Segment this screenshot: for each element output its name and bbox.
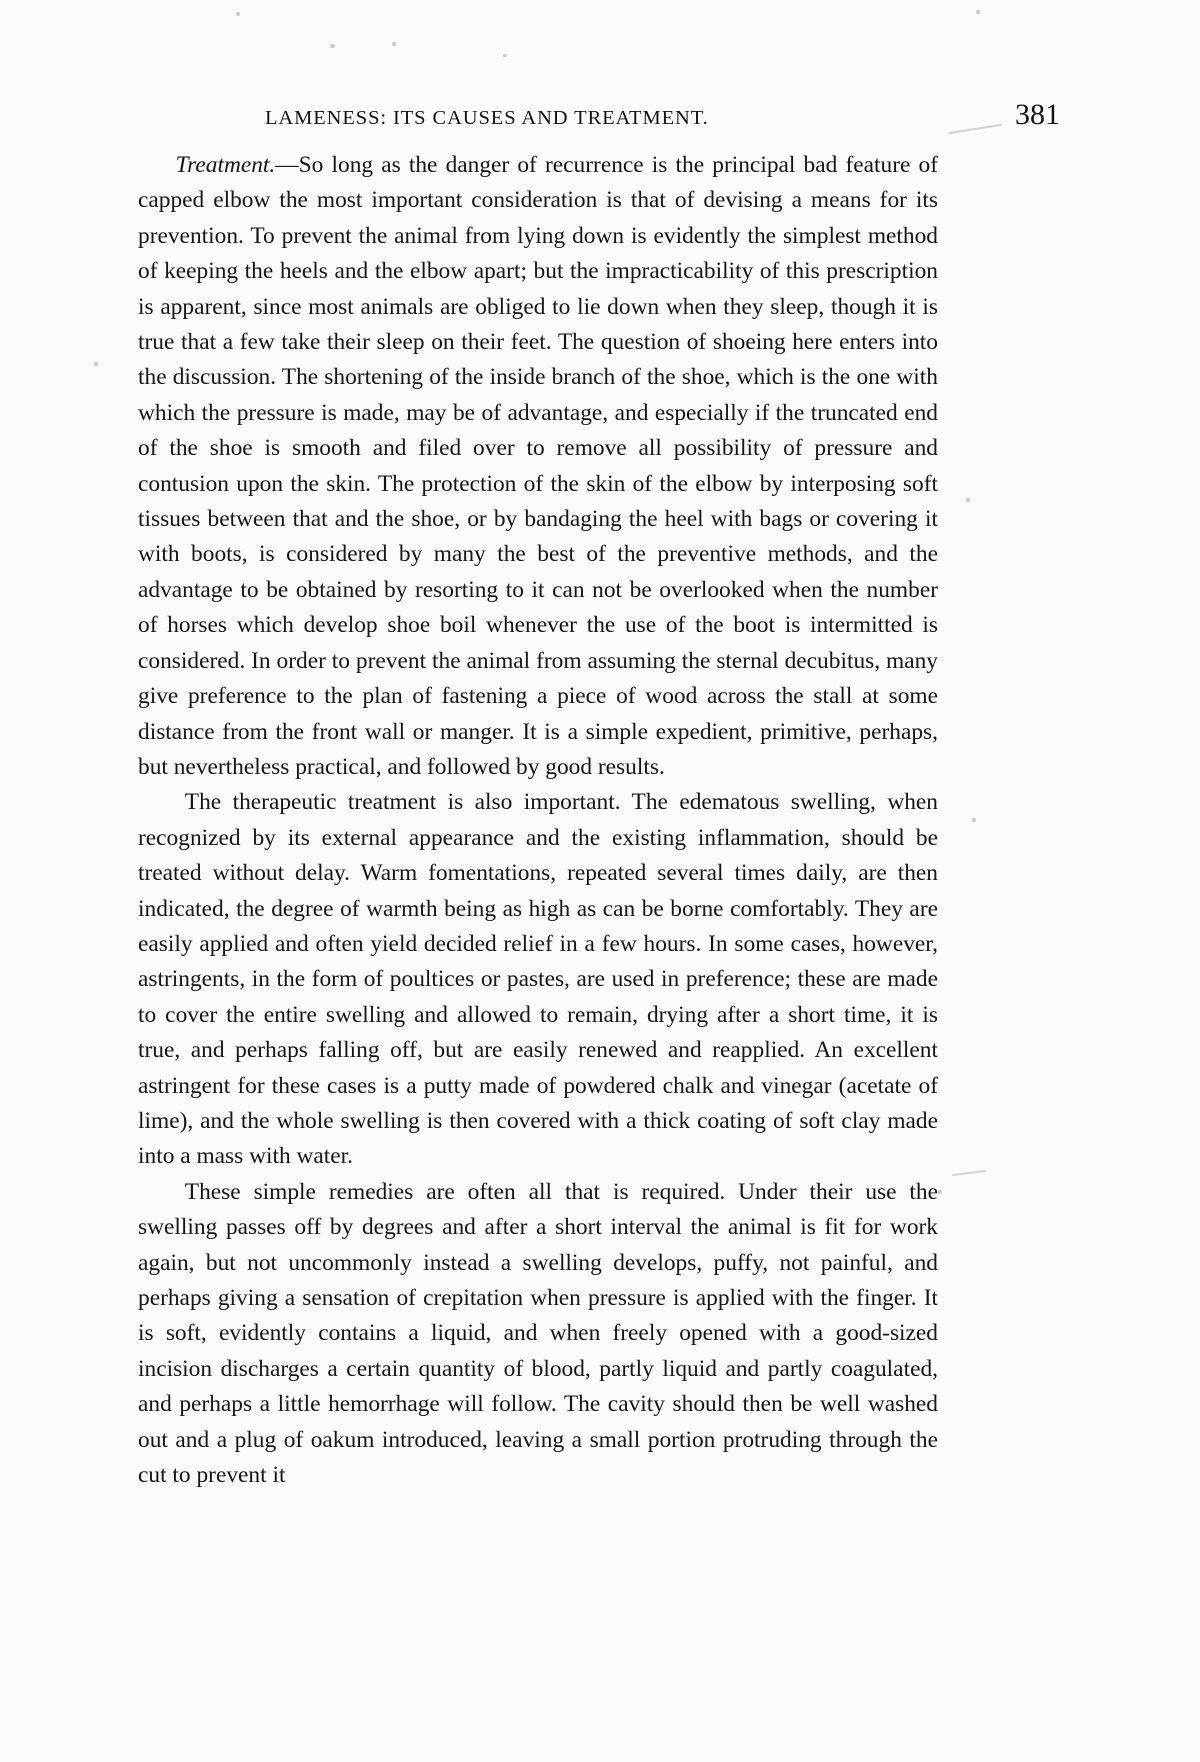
scan-speck: [503, 54, 507, 57]
scan-speck: [392, 42, 396, 46]
page-number: 381: [1015, 98, 1060, 131]
paragraph-3: [138, 1175, 938, 1494]
scan-speck: [330, 44, 335, 48]
scan-speck: [966, 498, 970, 502]
paragraph-1: [138, 148, 938, 785]
scan-speck: [972, 818, 976, 822]
scan-speck: [236, 12, 240, 16]
running-head: LAMENESS: ITS CAUSES AND TREATMENT.: [265, 107, 709, 129]
scan-speck: [94, 362, 98, 366]
paragraph-1-text: —So long as the danger of recurrence is the principal bad feature of capped elbow the most important consideration is that of devising a means for its prevention. To prevent the animal from lying down is evidently the simplest method of keeping the heels and the elbow apart; but the impracticability of this prescription is apparent, since most animals are obliged to lie down when they sleep, though it is true that a few take their sleep on their feet. The question of shoeing here enters into the discussion. The shortening of the inside branch of the shoe, which is the one with which the pressure is made, may be of advantage, and especially if the truncated end of the shoe is smooth and filed over to remove all possibility of pressure and contusion upon the skin. The protection of the skin of the elbow by interposing soft tissues between that and the shoe, or by bandaging the heel with bags or covering it with boots, is considered by many the best of the preventive methods, and the advantage to be obtained by resorting to it can not be overlooked when the number of horses which develop shoe boil whenever the use of the boot is intermitted is considered. In order to prevent the animal from assuming the sternal decubitus, many give preference to the plan of fastening a piece of wood across the stall at some distance from the front wall or manger. It is a simple expedient, primitive, perhaps, but nevertheless practical, and followed by good results.: [138, 152, 938, 780]
paragraph-3-text: These simple remedies are often all that is required. Under their use the swelling passes off by degrees and after a short interval the animal is fit for work again, but not uncommonly instead a swelling develops, puffy, not painful, and perhaps giving a sensation of crepitation when pressure is applied with the finger. It is soft, evidently contains a liquid, and when freely opened with a good-sized incision discharges a certain quantity of blood, partly liquid and partly coagulated, and perhaps a little hemorrhage will follow. The cavity should then be well washed out and a plug of oakum introduced, leaving a small portion protruding through the cut to prevent it: [138, 1178, 938, 1489]
paragraph-1-lead-italic: Treatment.: [175, 152, 276, 178]
scan-edge-mark: [952, 1170, 986, 1176]
page-body: [138, 148, 938, 1493]
paragraph-2: [138, 785, 938, 1174]
page-header: [0, 98, 1200, 132]
scan-speck: [938, 1190, 942, 1194]
scan-speck: [976, 10, 980, 14]
paragraph-2-text: The therapeutic treatment is also important. The edematous swelling, when recognized by its external appearance and the existing inflammation, should be treated without delay. Warm fomentations, repeated several times daily, are then indicated, the degree of warmth being as high as can be borne comfortably. They are easily applied and often yield decided relief in a few hours. In some cases, however, astringents, in the form of poultices or pastes, are used in preference; these are made to cover the entire swelling and allowed to remain, drying after a short time, it is true, and perhaps falling off, but are easily renewed and reapplied. An excellent astringent for these cases is a putty made of powdered chalk and vinegar (acetate of lime), and the whole swelling is then covered with a thick coating of soft clay made into a mass with water.: [138, 789, 938, 1170]
